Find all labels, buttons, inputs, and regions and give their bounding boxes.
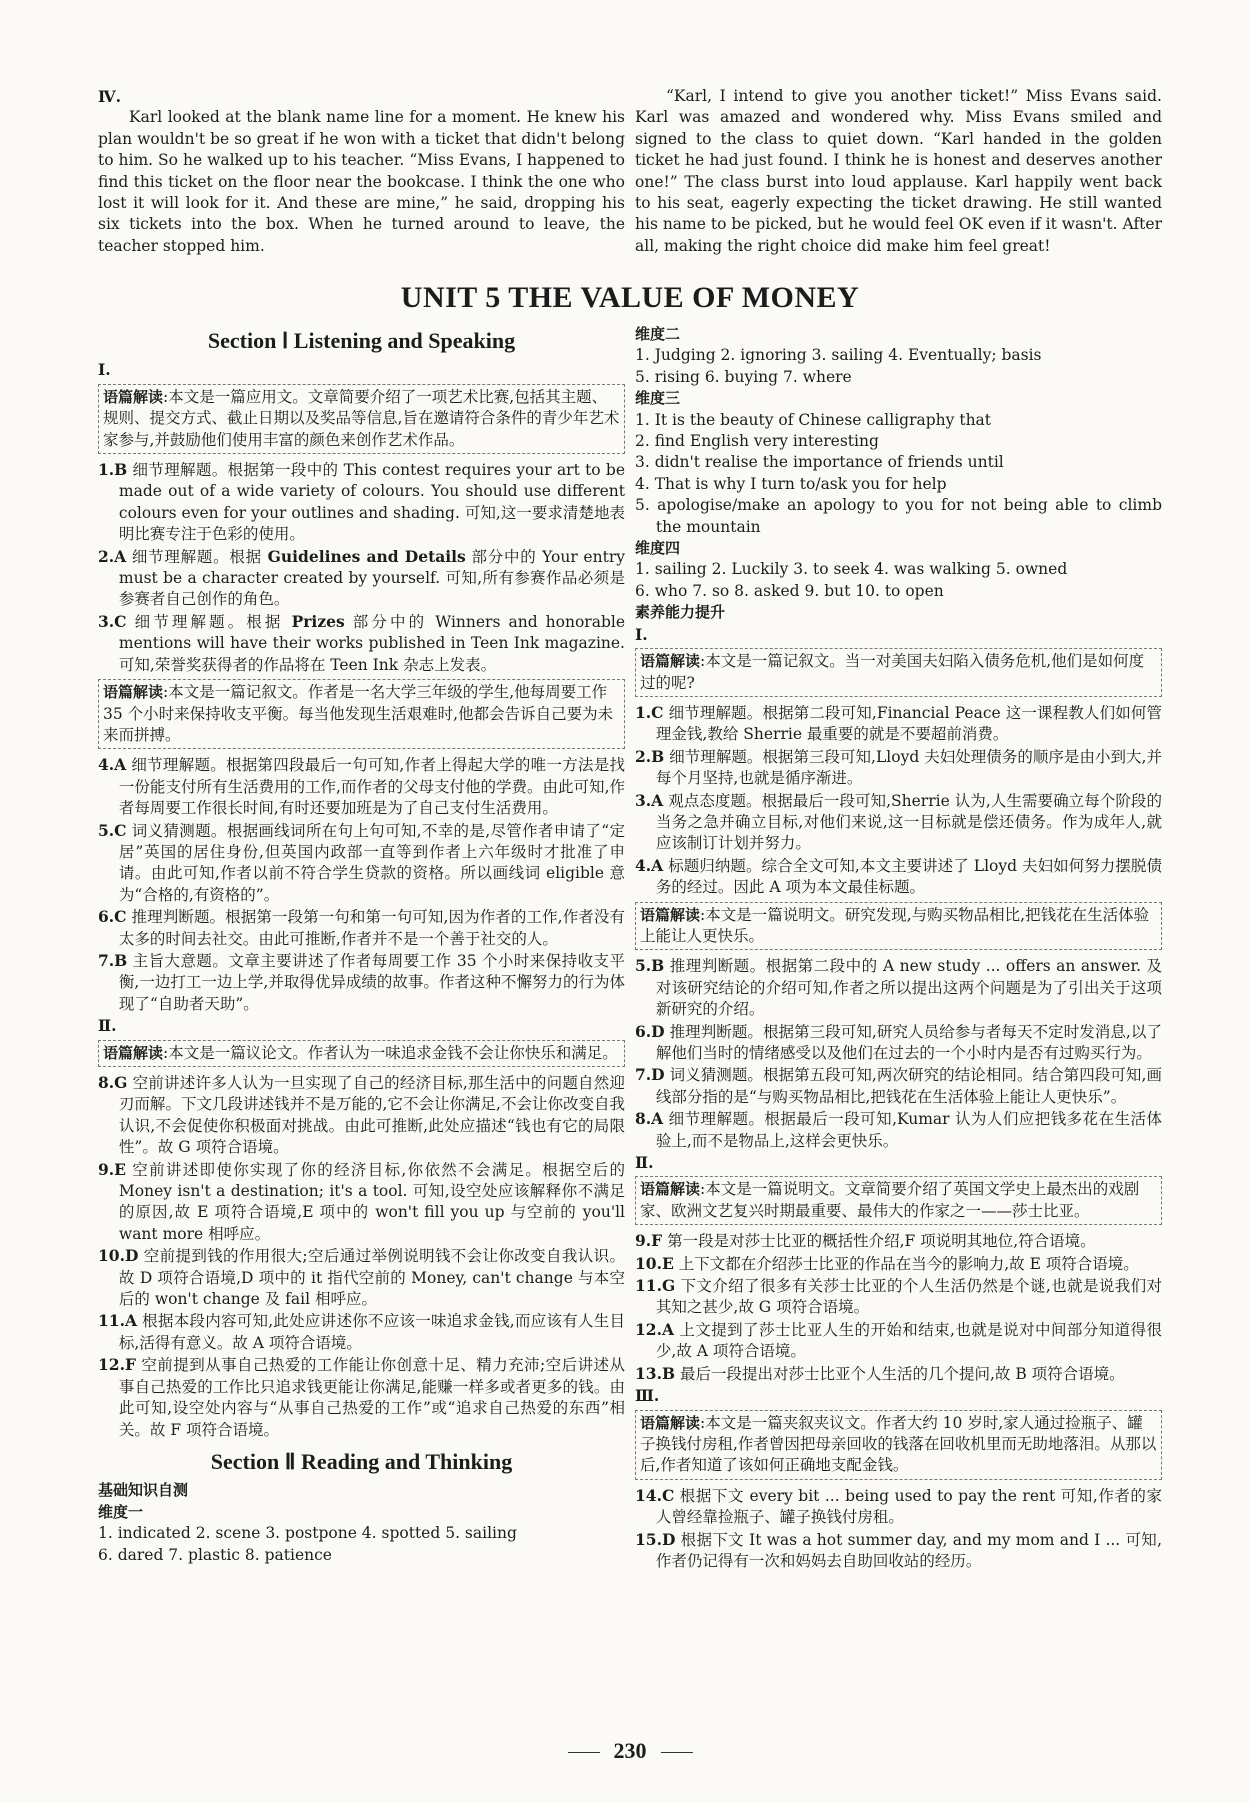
roman-heading: Ⅲ. [635, 1386, 660, 1406]
passage-roman-numeral: Ⅳ. [98, 87, 121, 106]
answer-item: 3.C 细节理解题。根据 Prizes 部分中的 Winners and honorable mentions will have their works published in Teen Ink magazine. 可知,荣誉奖获得者的作品将在 Teen Ink 杂志上发表。 [98, 611, 625, 674]
answer-item: 11.A 根据本段内容可知,此处应讲述你不应该一味追求金钱,而应该有人生目标,活得有意义。故 A 项符合语境。 [98, 1311, 625, 1352]
roman-heading: Ⅱ. [98, 1016, 117, 1036]
right-column [635, 324, 1162, 1572]
answer-line: 1. indicated 2. scene 3. postpone 4. spotted 5. sailing [98, 1524, 517, 1543]
answer-line: 1. It is the beauty of Chinese calligraphy that [635, 410, 992, 429]
answer-item: 7.B 主旨大意题。文章主要讲述了作者每周要工作 35 个小时来保持收支平衡,一边打工一边上学,并取得优异成绩的故事。作者这种不懈努力的行为体现了“自助者天助”。 [98, 950, 625, 1013]
subheading: 维度一 [98, 1502, 144, 1521]
passage-paragraph: Karl looked at the blank name line for a moment. He knew his plan wouldn't be so great if he won with a ticket that didn't belong to him. So he walked up to his teacher. “Miss Evans, I happened to find this ticket on the floor near the bookcase. I think the one who lost it will look for it. And these are mine,” he said, dropping his six tickets into the box. When he turned around to leave, the teacher stopped him. [98, 108, 625, 255]
passage-summary-box: 语篇解读:本文是一篇应用文。文章简要介绍了一项艺术比赛,包括其主题、规则、提交方式、截止日期以及奖品等信息,旨在邀请符合条件的青少年艺术家参与,并鼓励他们使用丰富的颜色来创作艺术作品。 [98, 384, 625, 454]
subheading: 维度二 [635, 325, 681, 343]
passage-summary-box: 语篇解读:本文是一篇议论文。作者认为一味追求金钱不会让你快乐和满足。 [98, 1040, 625, 1067]
answer-item: 5.B 推理判断题。根据第二段中的 A new study ... offers an answer. 及对该研究结论的介绍可知,作者之所以提出这两个问题是为了引出关于这项新研究的介绍。 [635, 956, 1162, 1019]
answer-item: 12.F 空前提到从事自己热爱的工作能让你创意十足、精力充沛;空后讲述从事自己热爱的工作比只追求钱更能让你满足,能赚一样多或者更多的钱。由此可知,设空处内容与“从事自己热爱的工作”或“追求自己热爱的东西”相关。故 F 项符合语境。 [98, 1355, 625, 1439]
left-column [98, 324, 625, 1566]
subheading: 素养能力提升 [635, 603, 726, 622]
passage-summary-box: 语篇解读:本文是一篇记叙文。作者是一名大学三年级的学生,他每周要工作 35 个小时来保持收支平衡。每当他发现生活艰难时,他都会告诉自己要为未来而拼搏。 [98, 679, 625, 749]
passage-summary-box: 语篇解读:本文是一篇夹叙夹议文。作者大约 10 岁时,家人通过捡瓶子、罐子换钱付房租,作者曾因把母亲回收的钱落在回收机里而无助地落泪。从那以后,作者知道了该如何正确地支配金钱。 [635, 1410, 1162, 1480]
answer-item: 8.G 空前讲述许多人认为一旦实现了自己的经济目标,那生活中的问题自然迎刃而解。下文几段讲述钱并不是万能的,它不会让你满足,不会让你改变自我认识,不会促使你积极面对挑战。由此可推断,此处应描述“钱也有它的局限性”。故 G 项符合语境。 [98, 1073, 625, 1157]
answer-item: 6.C 推理判断题。根据第一段第一句和第一句可知,因为作者的工作,作者没有太多的时间去社交。由此可推断,作者并不是一个善于社交的人。 [98, 907, 625, 948]
answer-line: 6. who 7. so 8. asked 9. but 10. to open [635, 581, 944, 600]
answer-item: 10.E 上下文都在介绍莎士比亚的作品在当今的影响力,故 E 项符合语境。 [635, 1253, 1139, 1273]
answer-item: 2.A 细节理解题。根据 Guidelines and Details 部分中的 Your entry must be a character created by yourself. 可知,所有参赛作品必须是参赛者自己创作的角色。 [98, 546, 625, 609]
subheading: 维度三 [635, 389, 681, 408]
answer-line: 2. find English very interesting [635, 432, 879, 451]
answer-item: 4.A 细节理解题。根据第四段最后一句可知,作者上得起大学的唯一方法是找一份能支付所有生活费用的工作,而作者的父母支付他的学费。由此可知,作者每周要工作很长时间,有时还要加班是为了自己支付生活费用。 [98, 755, 625, 818]
answer-item: 1.C 细节理解题。根据第二段可知,Financial Peace 这一课程教人们如何管理金钱,教给 Sherrie 最重要的就是不要超前消费。 [635, 702, 1162, 744]
subheading: 维度四 [635, 539, 681, 558]
roman-heading: Ⅰ. [635, 624, 648, 644]
answer-item: 9.F 第一段是对莎士比亚的概括性介绍,F 项说明其地位,符合语境。 [635, 1231, 1096, 1251]
section-title: Section Ⅰ Listening and Speaking [207, 328, 516, 353]
answer-item: 5.C 词义猜测题。根据画线词所在句上句可知,不幸的是,尽管作者申请了“定居”英国的居住身份,但英国内政部一直等到作者上六年级时才批准了申请。由此可知,作者以前不符合学生贷款的资格。所以画线词 eligible 意为“合格的,有资格的”。 [98, 820, 625, 904]
page-number: 230 [98, 1738, 1162, 1764]
answer-line: 4. That is why I turn to/ask you for help [635, 474, 947, 493]
answer-item: 14.C 根据下文 every bit ... being used to pay the rent 可知,作者的家人曾经靠捡瓶子、罐子换钱付房租。 [635, 1485, 1162, 1527]
roman-heading: Ⅱ. [635, 1153, 654, 1173]
passage-summary-box: 语篇解读:本文是一篇说明文。研究发现,与购买物品相比,把钱花在生活体验上能让人更快乐。 [635, 902, 1162, 951]
answer-line: 6. dared 7. plastic 8. patience [98, 1545, 332, 1564]
answer-line: 3. didn't realise the importance of friends until [635, 453, 1004, 472]
passage-paragraph: “Karl, I intend to give you another ticket!” Miss Evans said. Karl was amazed and wondered why. Miss Evans smiled and signed to the class to quiet down. “Karl handed in the golden ticket he had just found. I think he is honest and deserves another one!” The class burst into loud applause. Karl happily went back to his seat, eagerly expecting the ticket drawing. He still wanted his name to be picked, but he would feel OK even if it wasn't. After all, making the right choice did make him feel great! [635, 87, 1162, 255]
answer-line: 5. apologise/make an apology to you for not being able to climb the mountain [635, 496, 1162, 536]
answer-item: 4.A 标题归纳题。综合全文可知,本文主要讲述了 Lloyd 夫妇如何努力摆脱债务的经过。因此 A 项为本文最佳标题。 [635, 855, 1162, 897]
answer-item: 15.D 根据下文 It was a hot summer day, and my mom and I ... 可知,作者仍记得有一次和妈妈去自助回收站的经历。 [635, 1529, 1162, 1570]
answer-item: 13.B 最后一段提出对莎士比亚个人生活的几个提问,故 B 项符合语境。 [635, 1363, 1125, 1383]
roman-heading: Ⅰ. [98, 360, 111, 380]
answer-line: 5. rising 6. buying 7. where [635, 367, 852, 386]
passage-summary-box: 语篇解读:本文是一篇说明文。文章简要介绍了英国文学史上最杰出的戏剧家、欧洲文艺复兴时期最重要、最伟大的作家之一——莎士比亚。 [635, 1176, 1162, 1225]
unit-title: UNIT 5 THE VALUE OF MONEY [400, 281, 860, 314]
answer-line: 1. sailing 2. Luckily 3. to seek 4. was walking 5. owned [635, 560, 1068, 579]
document-page [98, 86, 1162, 1766]
answer-item: 7.D 词义猜测题。根据第五段可知,两次研究的结论相同。结合第四段可知,画线部分指的是“与购买物品相比,把钱花在生活体验上能让人更快乐”。 [635, 1065, 1162, 1106]
answer-item: 9.E 空前讲述即使你实现了你的经济目标,你依然不会满足。根据空后的 Money isn't a destination; it's a tool. 可知,设空处应该解释你不满足的原因,故 E 项符合语境,E 项中的 won't fill you up 与空前的 you'll want more 相呼应。 [98, 1159, 625, 1243]
answer-item: 6.D 推理判断题。根据第三段可知,研究人员给参与者每天不定时发消息,以了解他们当时的情绪感受以及他们在过去的一个小时内是否有过购买行为。 [635, 1021, 1162, 1062]
answer-item: 10.D 空前提到钱的作用很大;空后通过举例说明钱不会让你改变自我认识。故 D 项符合语境,D 项中的 it 指代空前的 Money, can't change 与本空后的 won't change 及 fail 相呼应。 [98, 1246, 625, 1309]
answer-item: 12.A 上文提到了莎士比亚人生的开始和结束,也就是说对中间部分知道得很少,故 A 项符合语境。 [635, 1319, 1162, 1361]
answer-item: 1.B 细节理解题。根据第一段中的 This contest requires your art to be made out of a wide variety of colours. You should use different colours even for your outlines and shading. 可知,这一要求清楚地表明比赛专注于色彩的使用。 [98, 460, 625, 544]
top-right-passage [635, 86, 1162, 257]
passage-summary-box: 语篇解读:本文是一篇记叙文。当一对美国夫妇陷入债务危机,他们是如何度过的呢? [635, 648, 1162, 697]
top-left-passage [98, 86, 625, 257]
section-title: Section Ⅱ Reading and Thinking [210, 1448, 513, 1474]
answer-line: 1. Judging 2. ignoring 3. sailing 4. Eventually; basis [635, 346, 1042, 365]
answer-item: 2.B 细节理解题。根据第三段可知,Lloyd 夫妇处理债务的顺序是由小到大,并每个月坚持,也就是循序渐进。 [635, 746, 1162, 788]
subheading: 基础知识自测 [98, 1481, 189, 1500]
answer-item: 11.G 下文介绍了很多有关莎士比亚的个人生活仍然是个谜,也就是说我们对其知之甚少,故 G 项符合语境。 [635, 1276, 1162, 1317]
answer-item: 3.A 观点态度题。根据最后一段可知,Sherrie 认为,人生需要确立每个阶段的当务之急并确立目标,对他们来说,这一目标就是偿还债务。作为成年人,就应该制订计划并努力。 [635, 790, 1162, 853]
answer-item: 8.A 细节理解题。根据最后一段可知,Kumar 认为人们应把钱多花在生活体验上,而不是物品上,这样会更快乐。 [635, 1109, 1162, 1150]
